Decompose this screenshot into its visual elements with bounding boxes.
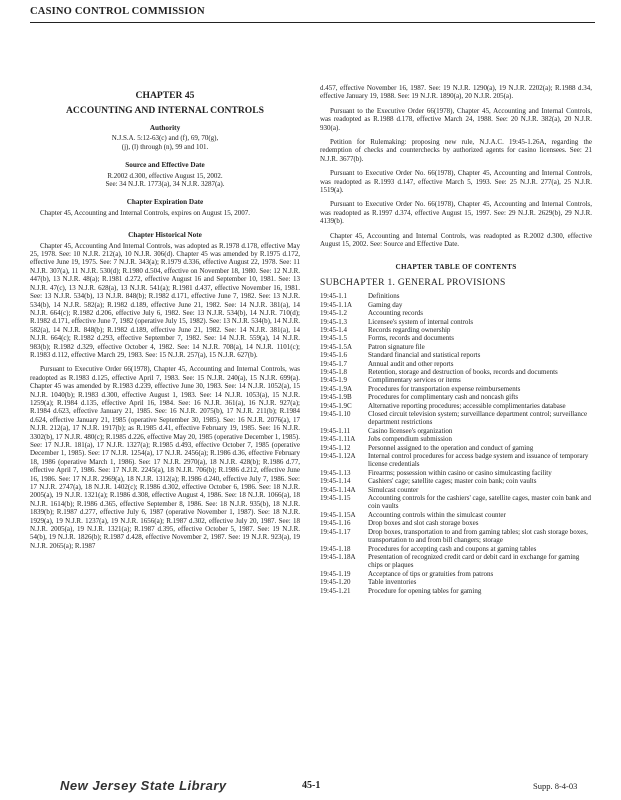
toc-section-number: 19:45-1.19 [320,569,351,578]
toc-section-title: Accounting controls for the cashiers' cage, satellite cages, master coin bank and coin vaults [368,494,592,511]
toc-section-title: Accounting controls within the simulcast counter [368,510,506,519]
toc-section-title: Cashiers' cage; satellite cages; master coin bank; coin vaults [368,477,537,486]
toc-section-number: 19:45-1.3 [320,317,348,326]
toc-entry [320,360,592,368]
toc-section-title: Patron signature file [368,342,425,351]
expiration-heading: Chapter Expiration Date [126,198,204,207]
toc-entry [320,444,592,452]
subchapter-heading: SUBCHAPTER 1. GENERAL PROVISIONS [320,277,506,288]
toc-section-number: 19:45-1.12 [320,443,351,452]
toc-section-number: 19:45-1.15A [320,510,356,519]
toc-entry [320,578,592,586]
toc-title: CHAPTER TABLE OF CONTENTS [395,262,517,271]
toc-section-number: 19:45-1.7 [320,359,348,368]
toc-section-title: Acceptance of tips or gratuities from patrons [368,569,494,578]
toc-section-title: Procedures for accepting cash and coupons at gaming tables [368,544,537,553]
toc-section-title: Drop boxes and slot cash storage boxes [368,519,479,528]
toc-entry [320,452,592,469]
toc-entry [320,376,592,384]
toc-entry [320,318,592,326]
toc-section-title: Definitions [368,292,400,301]
toc-section-number: 19:45-1.8 [320,367,348,376]
toc-entry [320,410,592,427]
toc-entry [320,292,592,300]
toc-section-title: Complimentary services or items [368,376,461,385]
toc-section-title: Jobs compendium submission [368,435,453,444]
toc-section-title: Table inventories [368,578,417,587]
toc-section-number: 19:45-1.1 [320,292,348,301]
toc-section-number: 19:45-1.2 [320,309,348,318]
history-paragraph: Chapter 45, Accounting And Internal Controls, was adopted as R.1978 d.178, effective May 25, 1978. See: 10 N.J.R. 212(a), 10 N.J.R. 306(d). Chapter 45 was amended by R.1975 d.172, effective June 19, 1975. See: 7 N.J.R. 343(a); R.1979 d.336, effective August 22, 1978. See: 11 N.J.R. 307(a), 11 N.J.R. 530(d); R.1980 d.504, effective on November 18, 1980. See: 12 N.J.R. 447(b), 13 N.J.R. 48(a); R.1981 d.272, effective August 16 and September 10, 1981. See: 13 N.J.R. 47(c), 13 N.J.R. 628(a), 13 N.J.R. 541(a); R.1981 d.437, effective November 16, 1981. See: 13 N.J.R. 534(b), 13 N.J.R. 848(b); R.1982 d.171, effective June 7, 1982. See: 13 N.J.R. 534(b), 14 N.J.R. 582(a); R.1982 d.189, effective June 21, 1982. See: 14 N.J.R. 381(a), 14 N.J.R. 664(c); R.1982 d.206, effective July 6, 1982. See: 13 N.J.R. 534(b), 14 N.J.R. 710(d); R.1982 d.171, effective June 7, 1982 (operative July 15, 1982). See: 13 N.J.R. 534(b), 14 N.J.R. 582(a), 14 N.J.R. 848(b); R.1982 d.189, effective June 21, 1982. See: 14 N.J.R. 381(a), 14 N.J.R. 664(c); R.1982 d.293, effective September 7, 1982. See: 14 N.J.R. 559(a), 14 N.J.R. 983(b); R.1982 d.329, effective October 4, 1982. See: 14 N.J.R. 708(a), 14 N.J.R. 1101(c); R.1983 d.112, effective March 29, 1983. See: 15 N.J.R. 257(a), 15 N.J.R. 627(b). [30,241,300,359]
toc-list [320,292,592,595]
toc-entry [320,309,592,317]
readoption-note: Pursuant to the Executive Order 66(1978), Chapter 45, Accounting and Internal Controls, was readopted as R.1988 d.178, effective March 24, 1988. See: 20 N.J.R. 382(a), 20 N.J.R. 930(a). [320,106,592,132]
toc-section-title: Drop boxes, transportation to and from gaming tables; slot cash storage boxes, transportation to and from bill changers; storage [368,527,588,545]
toc-entry [320,326,592,334]
toc-section-number: 19:45-1.6 [320,351,348,360]
history-continuation: d.457, effective November 16, 1987. See: 19 N.J.R. 1290(a), 19 N.J.R. 2202(a); R.1988 d.34, effective January 19, 1988. See: 19 N.J.R. 1890(a), 20 N.J.R. 205(a). [320,84,592,101]
toc-section-title: Forms, records and documents [368,334,454,343]
toc-entry [320,545,592,553]
toc-section-title: Casino licensee's organization [368,426,453,435]
toc-section-number: 19:45-1.21 [320,586,351,595]
toc-section-number: 19:45-1.10 [320,410,351,418]
left-column [30,84,300,556]
toc-entry [320,402,592,410]
toc-section-number: 19:45-1.16 [320,519,351,528]
toc-section-title: Annual audit and other reports [368,359,454,368]
toc-entry [320,587,592,595]
toc-section-title: Firearms; possession within casino or casino simulcasting facility [368,468,552,477]
source-heading: Source and Effective Date [125,161,205,170]
toc-entry [320,469,592,477]
history-heading: Chapter Historical Note [128,231,202,240]
toc-section-number: 19:45-1.20 [320,578,351,587]
authority-line: (j), (l) through (n), 99 and 101. [121,142,209,151]
toc-section-number: 19:45-1.9 [320,376,348,385]
toc-section-number: 19:45-1.12A [320,452,356,461]
toc-section-title: Simulcast counter [368,485,419,494]
readoption-note: Pursuant to Executive Order No. 66(1978), Chapter 45, Accounting and Internal Controls, was readopted as R.1997 d.374, effective August 15, 1997. See: 29 N.J.R. 2629(b), 29 N.J.R. 4139(b). [320,200,592,226]
toc-section-title: Retention, storage and destruction of books, records and documents [368,367,558,376]
toc-section-title: Closed circuit television system; surveillance department control; surveillance department restrictions [368,410,588,427]
toc-section-title: Accounting records [368,309,424,318]
toc-section-title: Procedures for complimentary cash and noncash gifts [368,393,519,402]
toc-entry [320,519,592,527]
toc-section-title: Licensee's system of internal controls [368,317,474,326]
toc-entry [320,351,592,359]
toc-section-title: Personnel assigned to the operation and conduct of gaming [368,443,534,452]
expiration-text: Chapter 45, Accounting and Internal Controls, expires on August 15, 2007. [40,208,250,217]
history-paragraph: Pursuant to Executive Order 66(1978), Chapter 45, Accounting and Internal Controls, was readopted as R.1983 d.125, effective April 7, 1983. See: 15 N.J.R. 240(a), 15 N.J.R. 699(a). Chapter 45 was amended by R.1983 d.239, effective June 30, 1983. See: 14 N.J.R. 1052(a), 15 N.J.R. 1040(b); R.1983 d.300, effective August 1, 1983. See: 14 N.J.R. 1053(a), 15 N.J.R. 1259(a); R.1984 d.135, effective April 16, 1984. See: 16 N.J.R. 361(a), 16 N.J.R. 927(a); R.1984 d.623, effective January 21, 1985. See: 16 N.J.R. 2075(b), 17 N.J.R. 211(b); R.1984 d.624, effective January 21, 1985 (operative September 30, 1985). See: 16 N.J.R. 2076(a), 17 N.J.R. 212(a), 17 N.J.R. 1917(b); as R.1985 d.41, effective February 19, 1985. See: 16 N.J.R. 3302(b), 17 N.J.R. 480(c); R.1985 d.226, effective May 20, 1985 (operative December 1, 1985). See: 17 N.J.R. 181(a), 17 N.J.R. 1327(a); R.1985 d.493, effective October 7, 1985 (operative December 1, 1985). See: 17 N.J.R. 1254(a), 17 N.J.R. 2456(a); R.1986 d.36, effective February 18, 1986 (operative March 1, 1986). See: 17 N.J.R. 2970(a), 18 N.J.R. 428(b); R.1986 d.77, effective April 7, 1986. See: 17 N.J.R. 2245(a), 18 N.J.R. 706(b); R.1986 d.212, effective June 16, 1986. See: 17 N.J.R. 2969(a), 18 N.J.R. 1312(a); R.1986 d.240, effective July 7, 1986. See: 17 N.J.R. 2747(a), 18 N.J.R. 1402(c); R.1986 d.302, effective October 6, 1986. See: 18 N.J.R. 2005(a), 19 N.J.R. 1321(a); R.1986 d.308, effective August 4, 1986. See: 18 N.J.R. 1066(a), 18 N.J.R. 1614(b); R.1986 d.365, effective September 8, 1986. See: 18 N.J.R. 935(b), 18 N.J.R. 1839(b); R.1987 d.277, effective July 6, 1987 (operative November 1, 1987). See: 18 N.J.R. 1929(a), 19 N.J.R. 1237(a), 19 N.J.R. 1656(a); R.1987 d.302, effective July 20, 1987. See: 18 N.J.R. 2005(a), 19 N.J.R. 1321(a); R.1987 d.395, effective October 5, 1987. See: 19 N.J.R. 54(b), 19 N.J.R. 1826(b); R.1987 d.428, effective November 2, 1987. See: 19 N.J.R. 923(a), 19 N.J.R. 2065(a); R.1987 [30,365,300,550]
toc-entry [320,477,592,485]
toc-section-number: 19:45-1.9C [320,401,352,410]
toc-section-title: Procedures for transportation expense reimbursements [368,384,521,393]
toc-section-number: 19:45-1.5 [320,334,348,343]
running-head: CASINO CONTROL COMMISSION [30,6,205,17]
toc-section-number: 19:45-1.4 [320,325,348,334]
toc-entry [320,528,592,545]
toc-entry [320,435,592,443]
toc-section-number: 19:45-1.9A [320,384,353,393]
toc-entry [320,301,592,309]
chapter-number: CHAPTER 45 [135,90,195,101]
toc-entry [320,368,592,376]
toc-section-number: 19:45-1.15 [320,494,351,503]
toc-section-title: Gaming day [368,300,403,309]
toc-section-title: Presentation of recognized credit card or debit card in exchange for gaming chips or plaques [368,552,580,570]
source-line: See: 34 N.J.R. 1773(a), 34 N.J.R. 3287(a). [105,180,225,189]
toc-section-number: 19:45-1.14A [320,485,356,494]
page-number: 45-1 [302,780,321,791]
library-stamp: New Jersey State Library [60,778,227,793]
toc-entry [320,486,592,494]
toc-section-number: 19:45-1.18 [320,544,351,553]
readoption-note: Chapter 45, Accounting and Internal Controls, was readopted as R.2002 d.300, effective August 15, 2002. See: Source and Effective Date. [320,231,592,249]
source-line: R.2002 d.300, effective August 15, 2002. [107,171,223,180]
toc-section-title: Procedure for opening tables for gaming [368,586,482,595]
toc-entry [320,343,592,351]
toc-section-number: 19:45-1.11A [320,435,356,444]
right-column [320,84,592,595]
toc-section-title: Alternative reporting procedures; accessible complimentaries database [368,401,566,410]
toc-entry [320,570,592,578]
toc-section-number: 19:45-1.9B [320,393,352,402]
toc-section-number: 19:45-1.5A [320,342,353,351]
toc-section-number: 19:45-1.17 [320,527,351,536]
authority-heading: Authority [149,124,181,132]
toc-section-title: Internal control procedures for access badge system and issuance of temporary license credentials [368,452,589,469]
toc-entry [320,385,592,393]
chapter-title: ACCOUNTING AND INTERNAL CONTROLS [65,105,265,116]
toc-entry [320,334,592,342]
toc-section-number: 19:45-1.18A [320,552,356,561]
petition-note: Petition for Rulemaking: proposing new rule, N.J.A.C. 19:45-1.26A, regarding the redemption of checks and counterchecks by authorized agents for casino licensees. See: 21 N.J.R. 3677(b). [320,138,592,163]
toc-entry [320,393,592,401]
toc-entry [320,427,592,435]
toc-section-title: Records regarding ownership [368,325,451,334]
toc-entry [320,511,592,519]
toc-section-number: 19:45-1.14 [320,477,351,486]
toc-entry [320,494,592,511]
readoption-note: Pursuant to Executive Order No. 66(1978), Chapter 45, Accounting and Internal Controls, was readopted as R.1993 d.147, effective March 5, 1993. See: 25 N.J.R. 277(a), 25 N.J.R. 1519(a). [320,169,592,195]
authority-line: N.J.S.A. 5:12-63(c) and (f), 69, 70(g), [111,134,219,143]
toc-section-number: 19:45-1.1A [320,300,353,309]
toc-section-number: 19:45-1.13 [320,468,351,477]
toc-section-number: 19:45-1.11 [320,426,351,435]
header-rule [30,22,595,23]
supplement-date: Supp. 8-4-03 [533,781,578,791]
toc-section-title: Standard financial and statistical reports [368,351,481,360]
toc-entry [320,553,592,570]
